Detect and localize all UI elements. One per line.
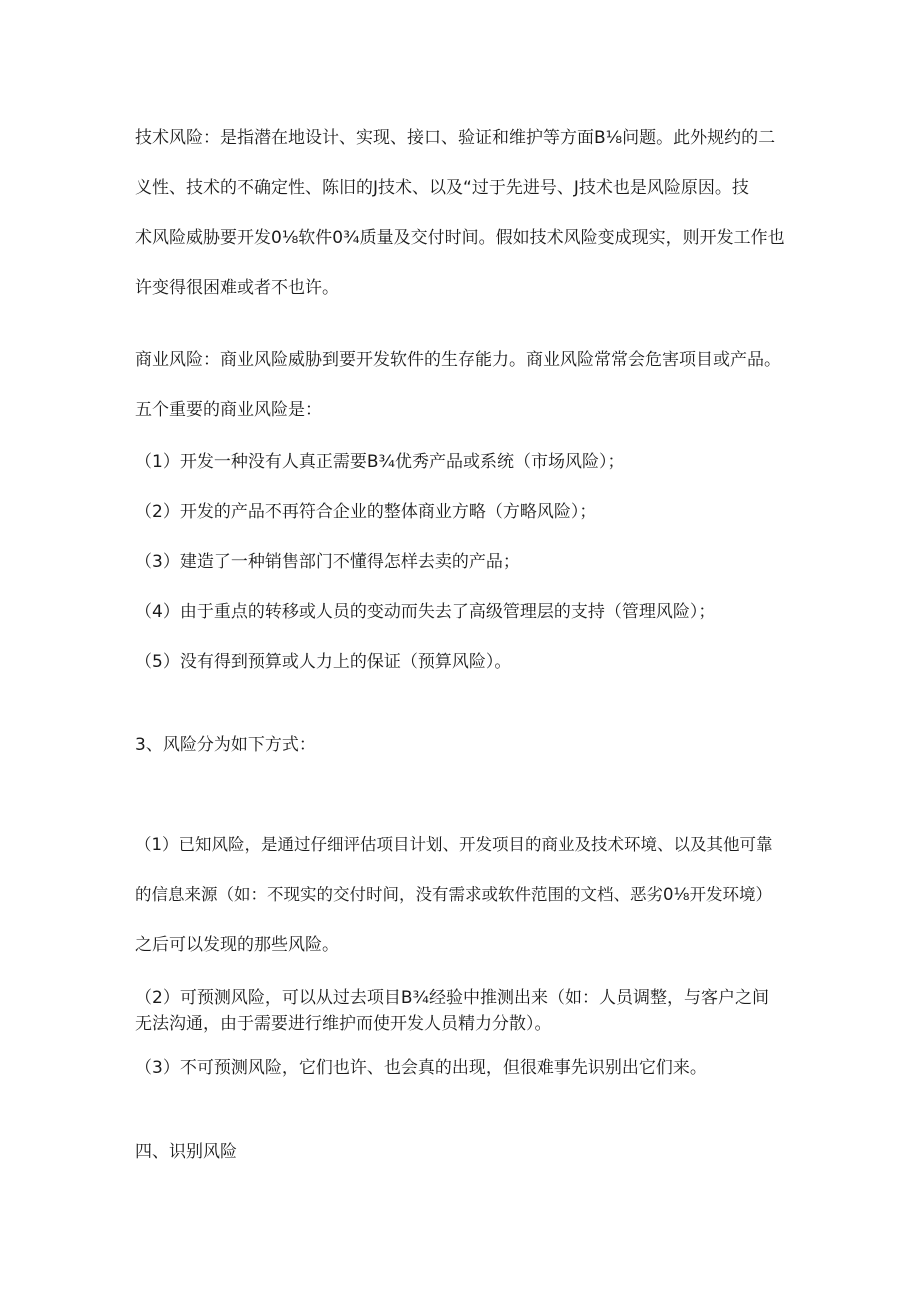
known-risk-line-3: 之后可以发现的那些风险。 xyxy=(135,935,339,955)
known-risk-line-2: 的信息来源（如：不现实的交付时间，没有需求或软件范围的文档、恶劣0⅛开发环境） xyxy=(135,885,772,904)
predictable-risk-line-1: （2）可预测风险，可以从过去项目B¾经验中推测出来（如：人员调整，与客户之间 xyxy=(135,988,769,1008)
tech-risk-line-3: 术风险威胁要开发0⅛软件0¾质量及交付时间。假如技术风险变成现实，则开发工作也 xyxy=(135,228,785,248)
tech-risk-line-4: 许变得很困难或者不也许。 xyxy=(135,278,339,298)
unpredictable-risk-line: （3）不可预测风险，它们也许、也会真的出现，但很难事先识别出它们来。 xyxy=(135,1058,707,1078)
business-risk-item-1: （1）开发一种没有人真正需要B¾优秀产品或系统（市场风险）； xyxy=(135,452,625,472)
business-risk-item-5: （5）没有得到预算或人力上的保证（预算风险）。 xyxy=(135,652,512,672)
tech-risk-line-2: 义性、技术的不确定性、陈旧的J技术、以及“过于先进号、J技术也是风险原因。技 xyxy=(135,178,749,198)
predictable-risk-line-2: 无法沟通，由于需要进行维护而使开发人员精力分散）。 xyxy=(135,1014,552,1034)
section-3-heading: 3、风险分为如下方式： xyxy=(135,735,316,755)
business-risk-line-1: 商业风险：商业风险威胁到要开发软件的生存能力。商业风险常常会危害项目或产品。 xyxy=(135,350,781,370)
business-risk-item-2: （2）开发的产品不再符合企业的整体商业方略（方略风险）； xyxy=(135,502,597,522)
business-risk-item-3: （3）建造了一种销售部门不懂得怎样去卖的产品； xyxy=(135,552,520,572)
business-risk-item-4: （4）由于重点的转移或人员的变动而失去了高级管理层的支持（管理风险）； xyxy=(135,602,716,622)
tech-risk-line-1: 技术风险：是指潜在地设计、实现、接口、验证和维护等方面B⅛问题。此外规约的二 xyxy=(135,128,776,148)
known-risk-line-1: （1）已知风险，是通过仔细评估项目计划、开发项目的商业及技术环境、以及其他可靠 xyxy=(135,835,773,854)
section-4-heading: 四、识别风险 xyxy=(135,1142,237,1162)
business-risk-line-2: 五个重要的商业风险是： xyxy=(135,400,322,420)
